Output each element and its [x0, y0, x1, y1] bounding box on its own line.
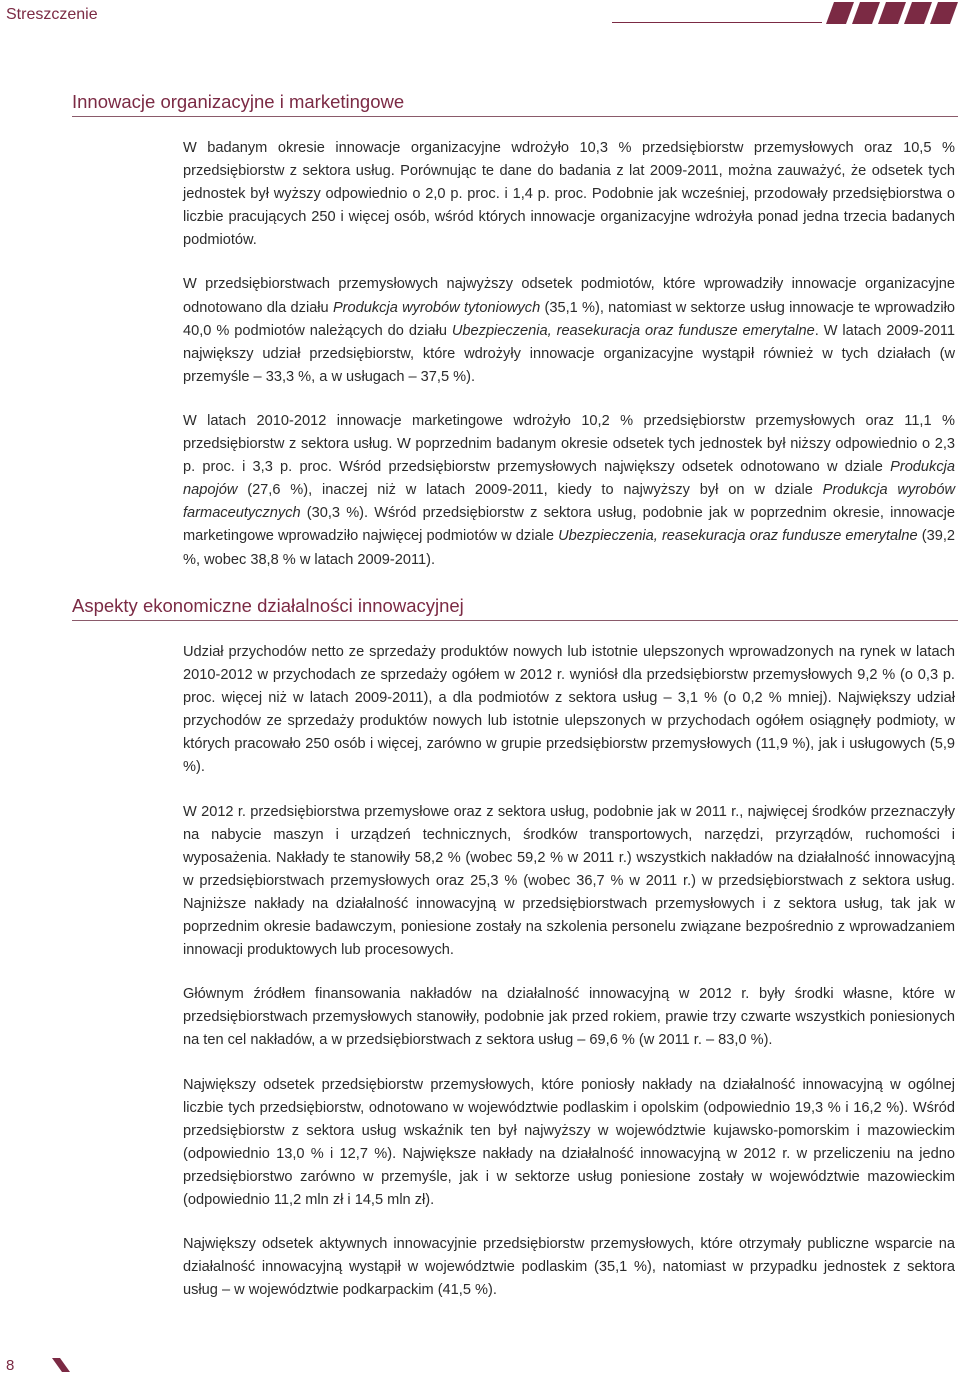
- paragraph: [183, 801, 955, 963]
- text-run: Udział przychodów netto ze sprzedaży produktów nowych lub istotnie ulepszonych wprowadzonych na rynek w latach 2010-2012 w przychodach ze sprzedaży ogółem w 2012 r. wyniósł dla przedsiębiorstw przemysłowych 9,2 % (o 0,3 p. proc. więcej niż w latach 2009-2011), a dla podmiotów z sektora usług – 3,1 % (o 0,2 % mniej). Największy udział przychodów ze sprzedaży produktów nowych lub istotnie ulepszonych w przychodach ogółem osiągnęły podmioty, w których pracowało 250 osób i więcej, zarówno w grupie przedsiębiorstw przemysłowych (11,9 %), jak i usługowych (5,9 %).: [183, 644, 955, 776]
- header-rule: [612, 22, 822, 23]
- text-run: (27,6 %), inaczej niż w latach 2009-2011, kiedy to najwyższy był on w dziale: [237, 482, 823, 499]
- italic-term: Ubezpieczenia, reasekuracja oraz fundusze emerytalne: [451, 322, 815, 339]
- paragraph: [183, 137, 955, 252]
- italic-term: Ubezpieczenia, reasekuracja oraz fundusze emerytalne: [558, 528, 918, 545]
- page-number: 8: [6, 1357, 15, 1374]
- header-stripes-decoration: [826, 2, 958, 24]
- section-body: [183, 137, 955, 593]
- text-run: (30,3 %). Wśród przedsiębiorstw z sektora usług, podobnie jak w poprzednim okresie, innowacje marketingowe wprowadziło najwięcej podmiotów w dziale: [183, 505, 955, 545]
- section-underline: [72, 620, 958, 621]
- section-underline: [72, 116, 958, 117]
- text-run: Największy odsetek aktywnych innowacyjnie przedsiębiorstw przemysłowych, które otrzymały publiczne wsparcie na działalność innowacyjną wystąpił w województwie podlaskim (35,1 %), natomiast w przypadku jednostek z sektora usług – w województwie podkarpackim (41,5 %).: [183, 1236, 955, 1299]
- section-body: [183, 641, 955, 1323]
- running-header-title: Streszczenie: [6, 6, 98, 23]
- paragraph: [183, 273, 955, 388]
- header-stripe: [904, 2, 932, 24]
- text-run: W latach 2010-2012 innowacje marketingowe wdrożyło 10,2 % przedsiębiorstw przemysłowych oraz 11,1 % przedsiębiorstw z sektora usług. W poprzednim badanym okresie odsetek tych jednostek był niższy odpowiednio o 2,3 p. proc. i 3,3 p. proc. Wśród przedsiębiorstw przemysłowych największy odsetek odnotowano w dziale: [183, 412, 955, 476]
- text-run: W 2012 r. przedsiębiorstwa przemysłowe oraz z sektora usług, podobnie jak w 2011 r., najwięcej środków przeznaczyły na nabycie maszyn i urządzeń technicznych, środków transportowych, narzędzi, przyrządów, ruchomości i wyposażenia. Nakłady te stanowiły 58,2 % (wobec 59,2 % w 2011 r.) wszystkich nakładów na działalność innowacyjną w przedsiębiorstwach przemysłowych oraz 25,3 % (wobec 36,7 % w 2011 r.) w przedsiębiorstwach z sektora usług. Najniższe nakłady na działalność innowacyjną w przedsiębiorstwach przemysłowych i z sektora usług, tak jak w poprzednim okresie badawczym, poniesione zostały na szkolenia personelu związane bezpośrednio z wprowadzaniem innowacji produktowych lub procesowych.: [183, 803, 955, 959]
- header-stripe: [878, 2, 906, 24]
- italic-term: Produkcja napojów: [183, 459, 955, 499]
- text-run: Największy odsetek przedsiębiorstw przemysłowych, które poniosły nakłady na działalność innowacyjną w ogólnej liczbie tych przedsiębiorstw, odnotowano w województwie podlaskim i opolskim (odpowiednio 19,3 % i 16,2 %). Wśród przedsiębiorstw z sektora usług wskaźnik ten był najwyższy w województwie kujawsko-pomorskim i mazowieckim (odpowiednio 13,0 % i 12,7 %). Największe nakłady na działalność innowacyjną w 2012 r. w przeliczeniu na jedno przedsiębiorstwo zarówno w przemyśle, jak i w sektorze usług poniesione zostały w województwie mazowieckim (odpowiednio 11,2 mln zł i 14,5 mln zł).: [183, 1076, 955, 1208]
- paragraph: [183, 1233, 955, 1302]
- text-run: Głównym źródłem finansowania nakładów na działalność innowacyjną w 2012 r. były środki własne, które w przedsiębiorstwach przemysłowych stanowiły, podobnie jak przed rokiem, prawie trzy czwarte wszystkich poniesionych na ten cel nakładów, a w przedsiębiorstwach z sektora usług – 69,6 % (w 2011 r. – 83,0 %).: [183, 986, 955, 1049]
- paragraph: [183, 983, 955, 1052]
- text-run: (35,1 %), natomiast w sektorze usług innowacje te wprowadziło 40,0 % podmiotów należących do działu: [183, 299, 955, 339]
- paragraph: [183, 410, 955, 572]
- text-run: W przedsiębiorstwach przemysłowych najwyższy odsetek podmiotów, które wprowadziły innowacje organizacyjne odnotowano dla działu: [183, 276, 955, 316]
- header-stripe: [852, 2, 880, 24]
- section-title-economic-aspects: Aspekty ekonomiczne działalności innowacyjnej: [72, 595, 464, 616]
- header-stripe: [826, 2, 854, 24]
- header-stripe: [930, 2, 958, 24]
- text-run: W badanym okresie innowacje organizacyjne wdrożyło 10,3 % przedsiębiorstw przemysłowych oraz 10,5 % przedsiębiorstw z sektora usług. Porównując te dane do badania z lat 2009-2011, można zauważyć, że odsetek tych jednostek był wyższy odpowiednio o 2,0 p. proc. i 1,4 p. proc. Podobnie jak wcześniej, przodowały przedsiębiorstwa o liczbie pracujących 250 i więcej osób, wśród których innowacje organizacyjne wdrożyła ponad jedna trzecia badanych podmiotów.: [183, 140, 955, 249]
- italic-term: Produkcja wyrobów farmaceutycznych: [183, 482, 955, 522]
- paragraph: [183, 1074, 955, 1213]
- paragraph: [183, 641, 955, 780]
- text-run: . W latach 2009-2011 największy udział przedsiębiorstw, które wdrożyły innowacje organizacyjne wystąpił również w tych działach (w przemyśle – 33,3 %, a w usługach – 37,5 %).: [183, 322, 955, 385]
- italic-term: Produkcja wyrobów tytoniowych: [332, 299, 541, 316]
- footer-stripe-mark: [52, 1358, 70, 1372]
- section-title-organizational-innovations: Innowacje organizacyjne i marketingowe: [72, 91, 405, 112]
- text-run: (39,2 %, wobec 38,8 % w latach 2009-2011).: [183, 528, 956, 568]
